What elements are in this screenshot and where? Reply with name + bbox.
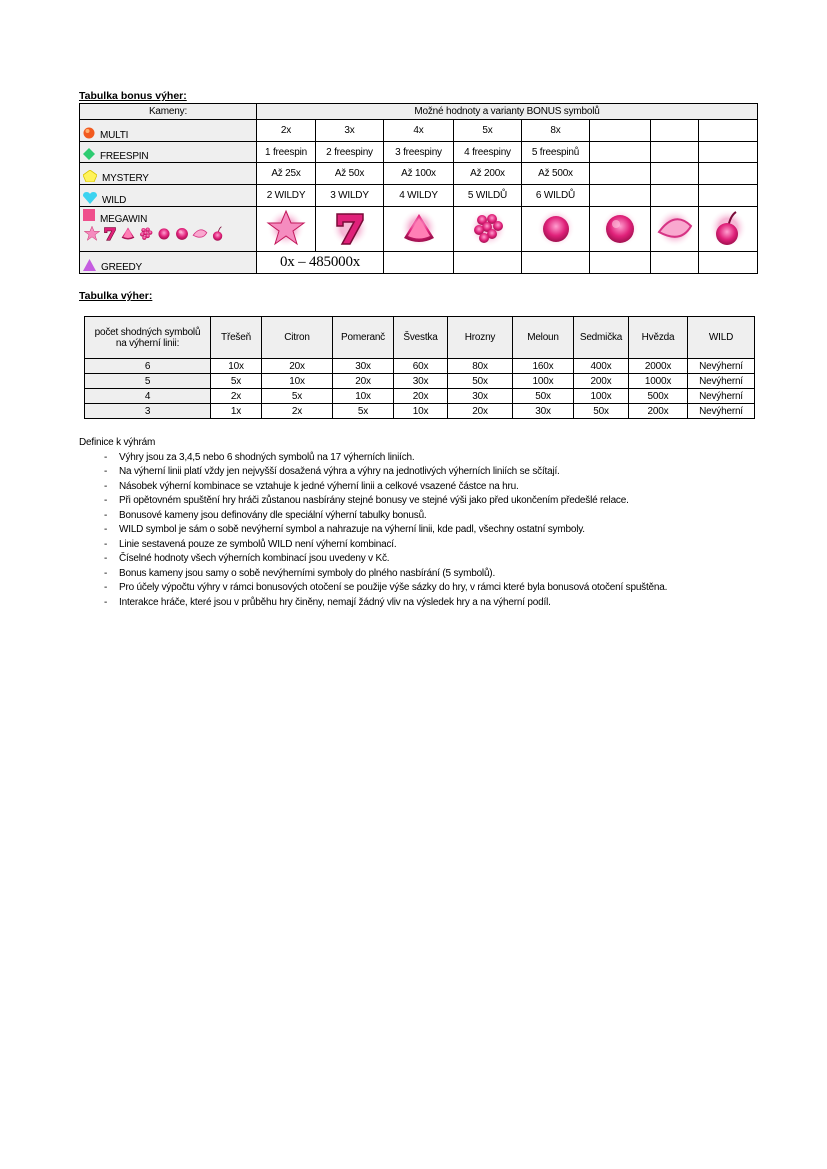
cell: 6 WILDŮ: [522, 185, 590, 207]
cell: 50x: [513, 389, 574, 404]
definitions-list: [79, 451, 667, 611]
header-count: počet shodných symbolů na výherní linii:: [85, 317, 211, 359]
cell: 1000x: [629, 374, 688, 389]
cell: 2x: [211, 389, 262, 404]
megawin-symbols-strip: [83, 225, 256, 245]
cell: 1x: [211, 404, 262, 419]
star-icon: [266, 208, 306, 248]
cell: 50x: [574, 404, 629, 419]
row-label: FREESPIN: [100, 151, 149, 162]
header-7: Hvězda: [629, 317, 688, 359]
row-label: GREEDY: [101, 262, 143, 273]
header-values: Možné hodnoty a varianty BONUS symbolů: [257, 104, 758, 120]
table-row: [80, 163, 758, 185]
definition-item: - Bonus kameny jsou samy o sobě nevýherními symboly do plného nasbírání (5 symbolů).: [104, 567, 667, 582]
bonus-table: [79, 103, 758, 274]
header-0: Třešeň: [211, 317, 262, 359]
cell: 30x: [513, 404, 574, 419]
cell: Nevýherní: [688, 359, 755, 374]
row-label: MULTI: [100, 130, 129, 141]
cell: 200x: [574, 374, 629, 389]
header-1: Citron: [262, 317, 333, 359]
cell: 20x: [262, 359, 333, 374]
star-icon: [83, 225, 101, 242]
cell: 30x: [394, 374, 448, 389]
plum-icon: [155, 225, 173, 242]
table-row: [80, 252, 758, 274]
yellow-pentagon-icon: [83, 170, 97, 182]
cell: 2 freespiny: [316, 142, 384, 163]
count-cell: 3: [85, 404, 211, 419]
count-cell: 4: [85, 389, 211, 404]
table-row: [85, 404, 755, 419]
cell: 100x: [513, 374, 574, 389]
cell: 100x: [574, 389, 629, 404]
seven-icon: [330, 208, 370, 248]
cell: 2000x: [629, 359, 688, 374]
cell: 50x: [448, 374, 513, 389]
count-cell: 5: [85, 374, 211, 389]
cell: 3 WILDY: [316, 185, 384, 207]
cell: 2x: [262, 404, 333, 419]
purple-triangle-icon: [83, 259, 96, 271]
table-row: [80, 142, 758, 163]
cell: 200x: [629, 404, 688, 419]
definition-item: - WILD symbol je sám o sobě nevýherní symbol a nahrazuje na výherní linii, kde padl, všechny ostatní symboly.: [104, 523, 667, 538]
table-row: [85, 374, 755, 389]
definition-item: - Násobek výherní kombinace se vztahuje k jedné výherní linii a celkové vsazené částce na hru.: [104, 480, 667, 495]
cell: 3 freespiny: [384, 142, 454, 163]
header-4: Hrozny: [448, 317, 513, 359]
cell: 3x: [316, 120, 384, 142]
lemon-icon: [655, 208, 695, 248]
grapes-icon: [137, 225, 155, 242]
cyan-heart-icon: [83, 192, 97, 204]
row-label: MEGAWIN: [100, 214, 148, 225]
table-row: [80, 120, 758, 142]
win-table-heading: Tabulka výher:: [79, 290, 153, 302]
cell: 80x: [448, 359, 513, 374]
cell: 4x: [384, 120, 454, 142]
orange-icon: [600, 208, 640, 248]
definition-item: - Bonusové kameny jsou definovány dle speciální výherní tabulky bonusů.: [104, 509, 667, 524]
table-row-megawin: [80, 207, 758, 252]
definitions-title: Definice k výhrám: [79, 437, 156, 448]
header-stones: Kameny:: [80, 104, 257, 120]
watermelon-icon: [399, 208, 439, 248]
cell: 60x: [394, 359, 448, 374]
pink-square-icon: [83, 209, 95, 221]
bonus-table-heading: Tabulka bonus výher:: [79, 90, 187, 102]
cell: 5x: [333, 404, 394, 419]
cell: 4 freespiny: [454, 142, 522, 163]
seven-icon: [101, 225, 119, 242]
table-row: [85, 389, 755, 404]
cell: Až 50x: [316, 163, 384, 185]
table-row: [80, 185, 758, 207]
definition-item: - Číselné hodnoty všech výherních kombinací jsou uvedeny v Kč.: [104, 552, 667, 567]
definition-item: - Při opětovném spuštění hry hráči zůstanou nasbírány stejné bonusy ve stejné výši jako před ukončením předešlé relace.: [104, 494, 667, 509]
cell: 4 WILDY: [384, 185, 454, 207]
plum-icon: [536, 208, 576, 248]
table-row: [85, 359, 755, 374]
definition-item: - Pro účely výpočtu výhry v rámci bonusových otočení se použije výše sázky do hry, v rámci které byla bonusová otočení spuštěna.: [104, 581, 667, 596]
cell: 5x: [262, 389, 333, 404]
cell: 160x: [513, 359, 574, 374]
cell: 5x: [454, 120, 522, 142]
orange-circle-icon: [83, 127, 95, 139]
cell: 2x: [257, 120, 316, 142]
cell: 5x: [211, 374, 262, 389]
header-6: Sedmička: [574, 317, 629, 359]
cell: 20x: [448, 404, 513, 419]
watermelon-icon: [119, 225, 137, 242]
header-2: Pomeranč: [333, 317, 394, 359]
lemon-icon: [191, 225, 209, 242]
row-label: WILD: [102, 195, 127, 206]
cell: 30x: [333, 359, 394, 374]
cell: Až 100x: [384, 163, 454, 185]
cell: Až 200x: [454, 163, 522, 185]
definition-item: - Na výherní linii platí vždy jen nejvyšší dosažená výhra a výhry na jednotlivých výherních liniích se sčítají.: [104, 465, 667, 480]
cell: 20x: [394, 389, 448, 404]
win-table: [84, 316, 755, 419]
cell: 10x: [211, 359, 262, 374]
header-3: Švestka: [394, 317, 448, 359]
cell: 500x: [629, 389, 688, 404]
cell: Nevýherní: [688, 374, 755, 389]
cell: Nevýherní: [688, 389, 755, 404]
greedy-value: 0x – 485000x: [257, 252, 384, 274]
header-8: WILD: [688, 317, 755, 359]
cell: Nevýherní: [688, 404, 755, 419]
cell: 30x: [448, 389, 513, 404]
row-label: MYSTERY: [102, 173, 149, 184]
cell: 10x: [333, 389, 394, 404]
cell: 10x: [394, 404, 448, 419]
cell: 10x: [262, 374, 333, 389]
definitions: [79, 436, 667, 610]
cell: 5 freespinů: [522, 142, 590, 163]
definition-item: - Interakce hráče, které jsou v průběhu hry činěny, nemají žádný vliv na výsledek hry a na výherní podíl.: [104, 596, 667, 611]
cell: 400x: [574, 359, 629, 374]
orange-icon: [173, 225, 191, 242]
cherry-icon: [209, 225, 227, 242]
cell: Až 25x: [257, 163, 316, 185]
cell: 8x: [522, 120, 590, 142]
count-cell: 6: [85, 359, 211, 374]
cell: 5 WILDŮ: [454, 185, 522, 207]
cell: Až 500x: [522, 163, 590, 185]
green-diamond-icon: [83, 148, 95, 160]
cherry-icon: [708, 208, 748, 248]
header-5: Meloun: [513, 317, 574, 359]
cell: 2 WILDY: [257, 185, 316, 207]
grapes-icon: [468, 208, 508, 248]
definition-item: - Linie sestavená pouze ze symbolů WILD není výherní kombinací.: [104, 538, 667, 553]
cell: 20x: [333, 374, 394, 389]
definition-item: - Výhry jsou za 3,4,5 nebo 6 shodných symbolů na 17 výherních liniích.: [104, 451, 667, 466]
cell: 1 freespin: [257, 142, 316, 163]
